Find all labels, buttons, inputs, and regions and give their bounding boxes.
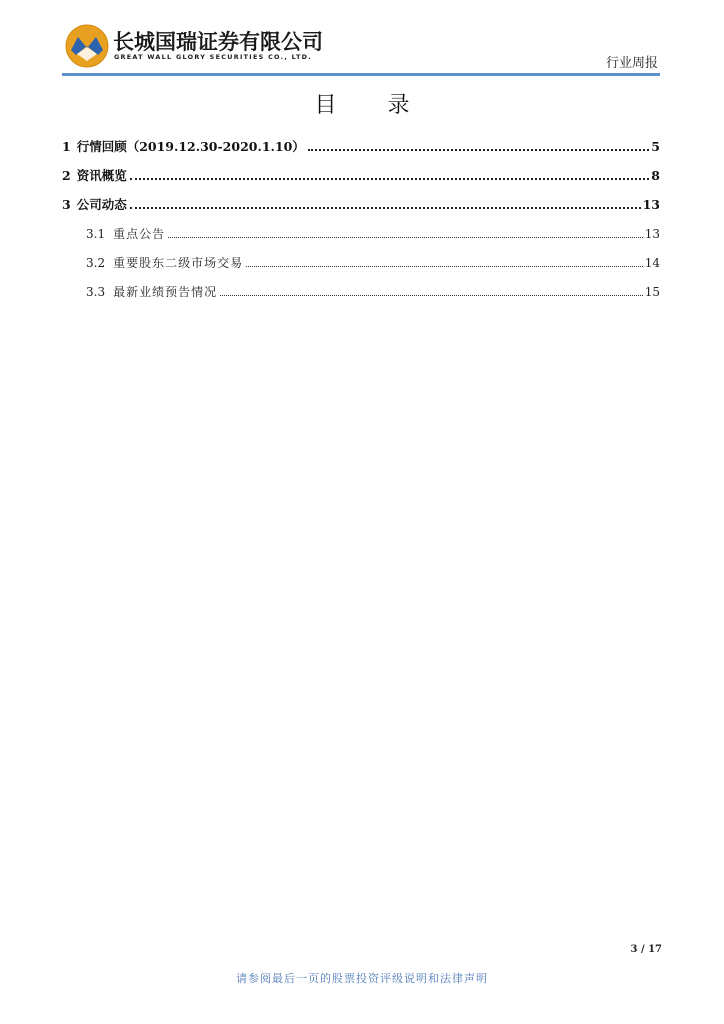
toc-dot-leader — [308, 148, 650, 151]
toc-entry-page: 8 — [651, 168, 660, 183]
toc-entry-number: 2 — [62, 168, 71, 183]
toc-entry-number: 1 — [62, 139, 71, 154]
company-logo — [62, 22, 342, 72]
company-name-cn: 长城国瑞证券有限公司 — [113, 30, 323, 54]
toc-entry-page: 5 — [651, 139, 660, 154]
toc-entry-page: 13 — [642, 197, 660, 212]
page-number: 3 / 17 — [630, 944, 662, 955]
company-name-en: GREAT WALL GLORY SECURITIES CO., LTD. — [114, 53, 312, 61]
toc-entry-page: 15 — [644, 285, 660, 299]
toc-entry-label: 资讯概览 — [76, 168, 127, 183]
toc-dot-leader — [220, 294, 643, 296]
toc-entry-number: 3.3 — [86, 285, 106, 299]
table-of-contents — [62, 137, 660, 311]
toc-dot-leader — [168, 236, 643, 238]
toc-entry-page: 13 — [644, 227, 660, 241]
toc-entry-number: 3.1 — [86, 227, 106, 241]
toc-title: 目 录 — [314, 93, 432, 118]
toc-entry-label: 重要股东二级市场交易 — [113, 256, 244, 270]
toc-entry-page: 14 — [644, 256, 660, 270]
footer-disclaimer: 请参阅最后一页的股票投资评级说明和法律声明 — [236, 972, 488, 985]
toc-entry-label: 重点公告 — [113, 227, 166, 241]
toc-entry-label: 行情回顾（2019.12.30-2020.1.10） — [76, 139, 305, 154]
company-logo-icon — [65, 24, 109, 68]
header-divider — [62, 73, 660, 76]
toc-entry-number: 3.2 — [86, 256, 106, 270]
toc-entry-2[interactable] — [62, 166, 660, 195]
toc-entry-3-2[interactable] — [62, 253, 660, 282]
toc-dot-leader — [130, 206, 641, 209]
toc-entry-1[interactable] — [62, 137, 660, 166]
report-type-label: 行业周报 — [605, 56, 658, 71]
toc-dot-leader — [246, 265, 643, 267]
toc-entry-number: 3 — [62, 197, 71, 212]
page-header — [62, 22, 660, 78]
toc-entry-3[interactable] — [62, 195, 660, 224]
toc-entry-label: 最新业绩预告情况 — [113, 285, 218, 299]
toc-entry-label: 公司动态 — [76, 197, 127, 212]
toc-entry-3-1[interactable] — [62, 224, 660, 253]
toc-entry-3-3[interactable] — [62, 282, 660, 311]
toc-dot-leader — [130, 177, 650, 180]
